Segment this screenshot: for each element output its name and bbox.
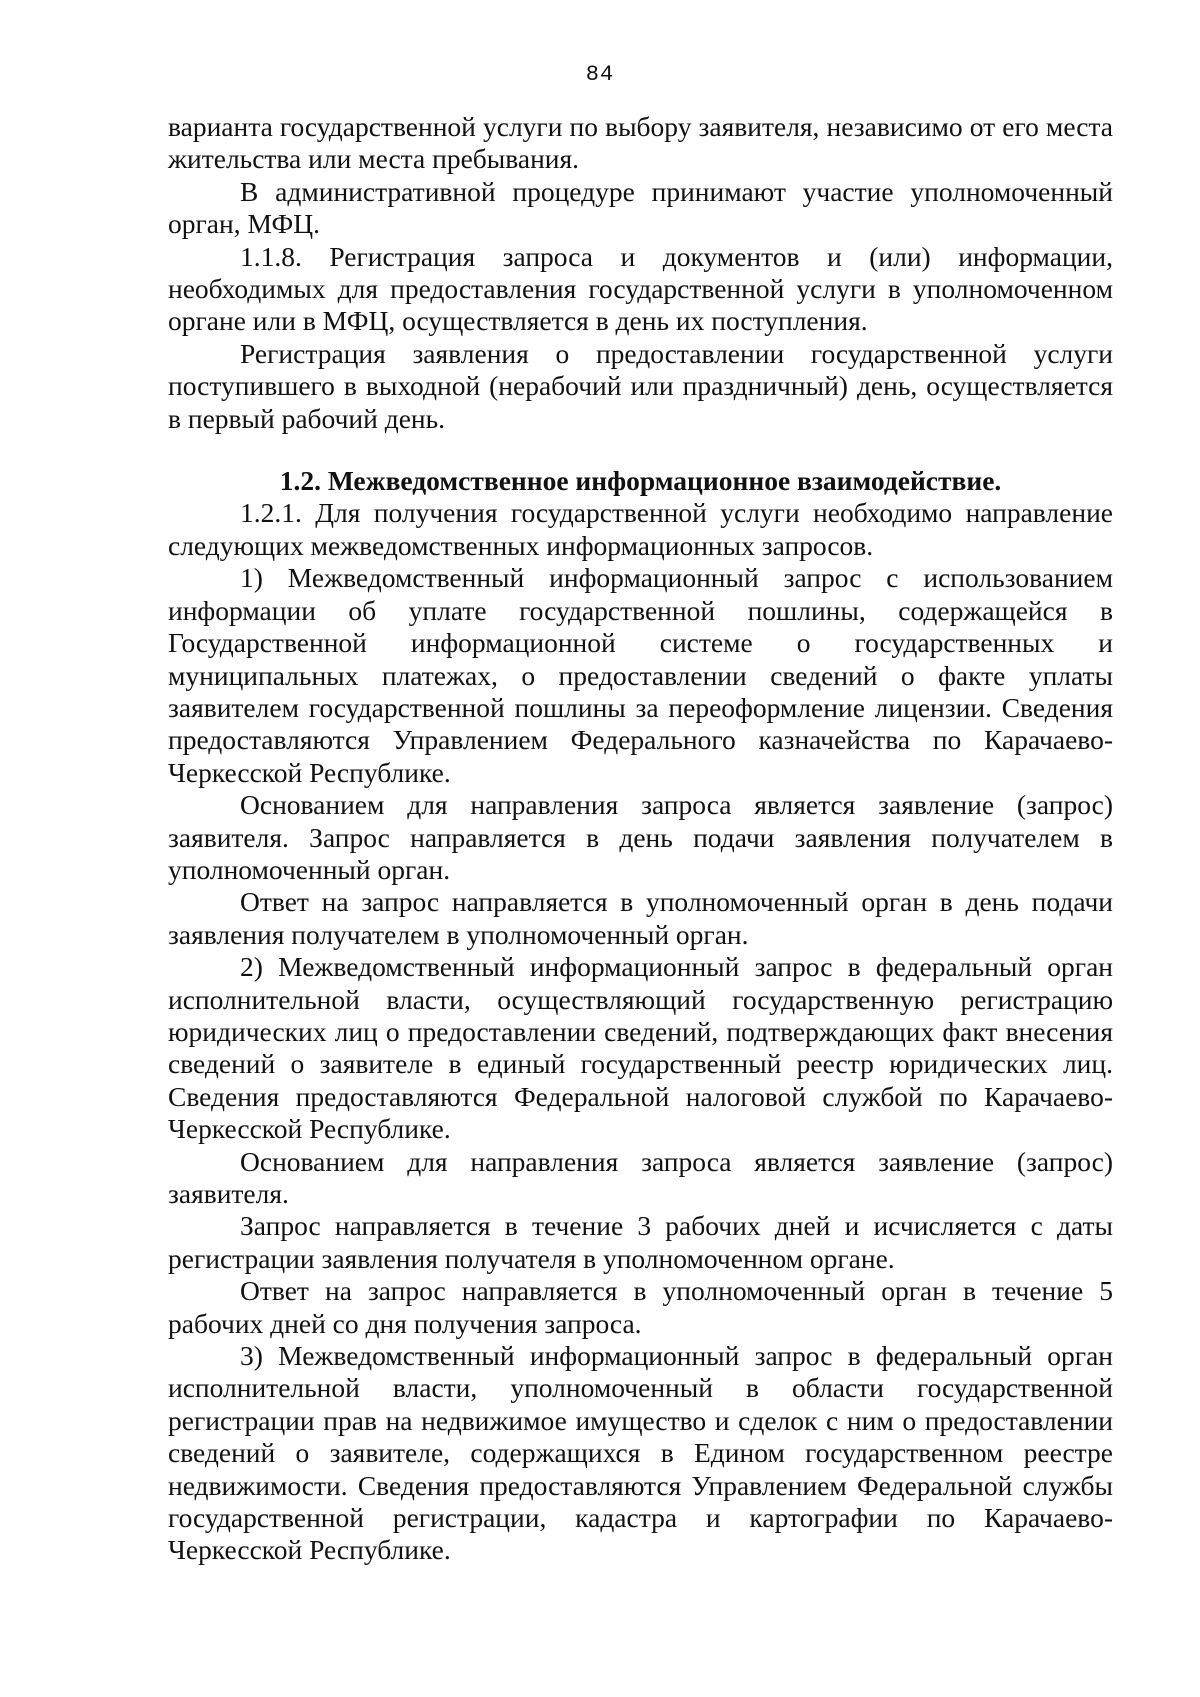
paragraph: Запрос направляется в течение 3 рабочих дней и исчисляется с даты регистрации заявления получателя в уполномоченном органе. [168,1210,1113,1274]
paragraph: Ответ на запрос направляется в уполномоченный орган в день подачи заявления получателем в уполномоченный орган. [168,886,1113,950]
paragraph: Основанием для направления запроса является заявление (запрос) заявителя. [168,1145,1113,1209]
paragraph: Регистрация заявления о предоставлении государственной услуги поступившего в выходной (нерабочий или праздничный) день, осуществляется в первый рабочий день. [168,337,1113,434]
paragraph: 2) Межведомственный информационный запрос в федеральный орган исполнительной власти, осуществляющий государственную регистрацию юридических лиц о предоставлении сведений, подтверждающих факт внесения сведений о заявителе в единый государственный реестр юридических лиц. Сведения предоставляются Федеральной налоговой службой по Карачаево-Черкесской Республике. [168,951,1113,1145]
paragraph: Основанием для направления запроса является заявление (запрос) заявителя. Запрос направляется в день подачи заявления получателем в уполномоченный орган. [168,789,1113,885]
page-number: 84 [585,62,615,87]
paragraph-continuation: варианта государственной услуги по выбору заявителя, независимо от его места жительства или места пребывания. [168,111,1113,175]
paragraph: 1) Межведомственный информационный запрос с использованием информации об уплате государственной пошлины, содержащейся в Государственной информационной системе о государственных и муниципальных платежах, о предоставлении сведений о факте уплаты заявителем государственной пошлины за переоформление лицензии. Сведения предоставляются Управлением Федерального казначейства по Карачаево-Черкесской Республике. [168,562,1113,788]
document-body [168,111,1113,1567]
paragraph: 1.1.8. Регистрация запроса и документов и (или) информации, необходимых для предоставления государственной услуги в уполномоченном органе или в МФЦ, осуществляется в день их поступления. [168,240,1113,337]
paragraph: 1.2.1. Для получения государственной услуги необходимо направление следующих межведомственных информационных запросов. [168,497,1113,561]
section-heading: 1.2. Межведомственное информационное взаимодействие. [279,465,1002,497]
paragraph: 3) Межведомственный информационный запрос в федеральный орган исполнительной власти, уполномоченный в области государственной регистрации прав на недвижимое имущество и сделок с ним о предоставлении сведений о заявителе, содержащихся в Едином государственном реестре недвижимости. Сведения предоставляются Управлением Федеральной службы государственной регистрации, кадастра и картографии по Карачаево-Черкесской Республике. [168,1340,1113,1566]
paragraph: В административной процедуре принимают участие уполномоченный орган, МФЦ. [168,175,1113,240]
paragraph: Ответ на запрос направляется в уполномоченный орган в течение 5 рабочих дней со дня получения запроса. [168,1275,1113,1339]
